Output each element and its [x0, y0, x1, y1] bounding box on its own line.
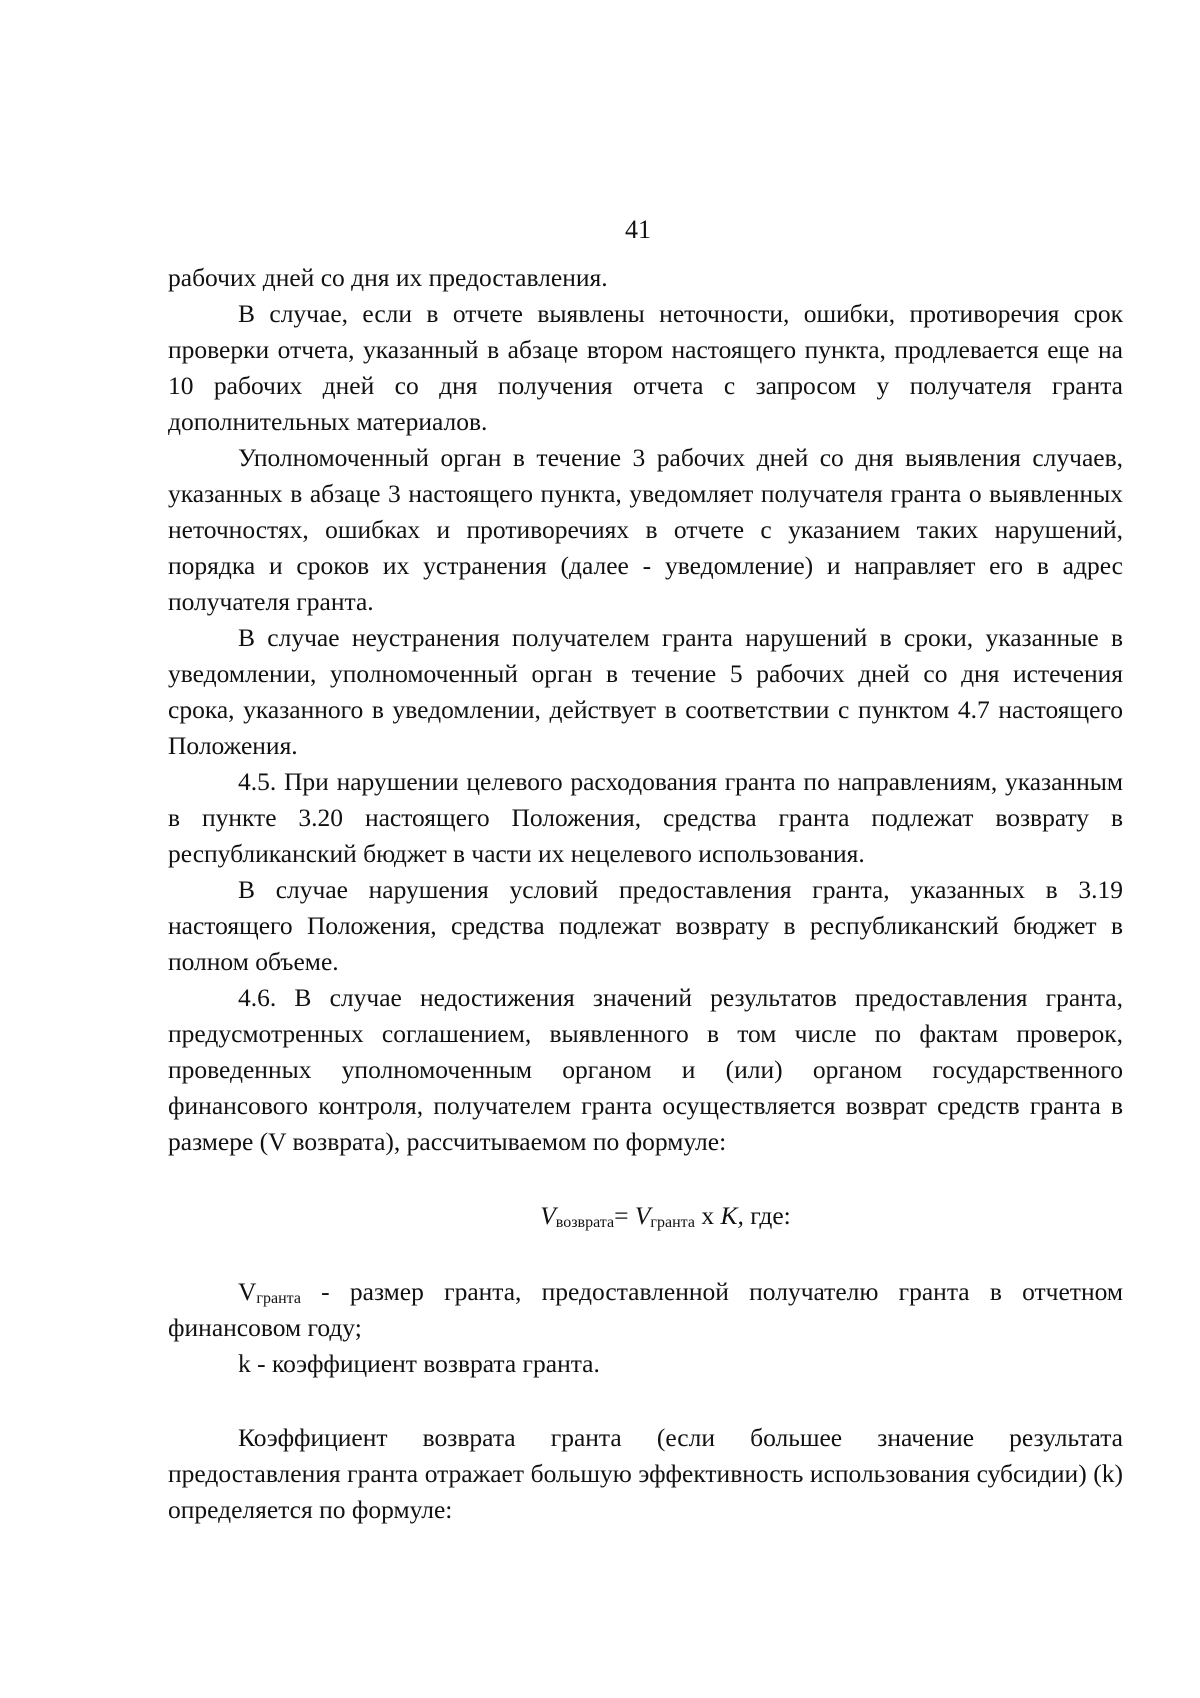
definition-v-grant — [168, 1274, 1123, 1346]
paragraph-conditions-violation: В случае нарушения условий предоставления гранта, указанных в 3.19 настоящего Положения, средства подлежат возврату в республиканский бюджет в полном объеме. — [168, 875, 1123, 976]
document-body — [168, 260, 1123, 1528]
definition-subscript: гранта — [256, 1290, 301, 1307]
formula-v-grant: V — [634, 1201, 651, 1230]
formula-equals: = — [614, 1201, 629, 1230]
definition-symbol: V — [238, 1277, 257, 1306]
formula-where: где: — [743, 1201, 791, 1230]
definition-k — [168, 1346, 1123, 1382]
paragraph-continuation: рабочих дней со дня их предоставления. — [168, 263, 608, 292]
definition-symbol: k — [238, 1349, 251, 1378]
paragraph-authorized-body: Уполномоченный орган в течение 3 рабочих дней со дня выявления случаев, указанных в абзаце 3 настоящего пункта, уведомляет получателя гранта о выявленных неточностях, ошибках и противоречиях в отчете с указанием таких нарушений, порядка и сроков их устранения (далее - уведомление) и направляет его в адрес получателя гранта. — [168, 443, 1123, 616]
paragraph-inaccuracies: В случае, если в отчете выявлены неточности, ошибки, противоречия срок проверки отчета, указанный в абзаце втором настоящего пункта, продлевается еще на 10 рабочих дней со дня получения отчета с запросом у получателя гранта дополнительных материалов. — [168, 299, 1123, 436]
page-number: 41 — [625, 215, 651, 244]
formula-times: х — [694, 1201, 721, 1230]
paragraph-non-elimination: В случае неустранения получателем гранта нарушений в сроки, указанные в уведомлении, уполномоченный орган в течение 5 рабочих дней со дня истечения срока, указанного в уведомлении, действует в соответствии с пунктом 4.7 настоящего Положения. — [168, 623, 1123, 760]
return-formula — [168, 1196, 1123, 1236]
definition-text: - размер гранта, предоставленной получателю гранта в отчетном финансовом году; — [168, 1277, 1123, 1342]
formula-v-return-subscript: возврата — [555, 1214, 615, 1231]
formula-k: K, — [720, 1201, 744, 1230]
paragraph-4-5: 4.5. При нарушении целевого расходования гранта по направлениям, указанным в пункте 3.20 настоящего Положения, средства гранта подлежат возврату в республиканский бюджет в части их нецелевого использования. — [168, 767, 1123, 868]
formula-v-grant-subscript: гранта — [650, 1214, 695, 1231]
paragraph-4-6: 4.6. В случае недостижения значений результатов предоставления гранта, предусмотренных соглашением, выявленного в том числе по фактам проверок, проведенных уполномоченным органом и (или) органом государственного финансового контроля, получателем гранта осуществляется возврат средств гранта в размере (V возврата), рассчитываемом по формуле: — [168, 983, 1123, 1156]
paragraph-coefficient: Коэффициент возврата гранта (если большее значение результата предоставления гранта отражает большую эффективность использования субсидии) (k) определяется по формуле: — [168, 1423, 1123, 1524]
formula-v-return: V — [540, 1201, 556, 1230]
definition-text: - коэффициент возврата гранта. — [250, 1349, 600, 1378]
